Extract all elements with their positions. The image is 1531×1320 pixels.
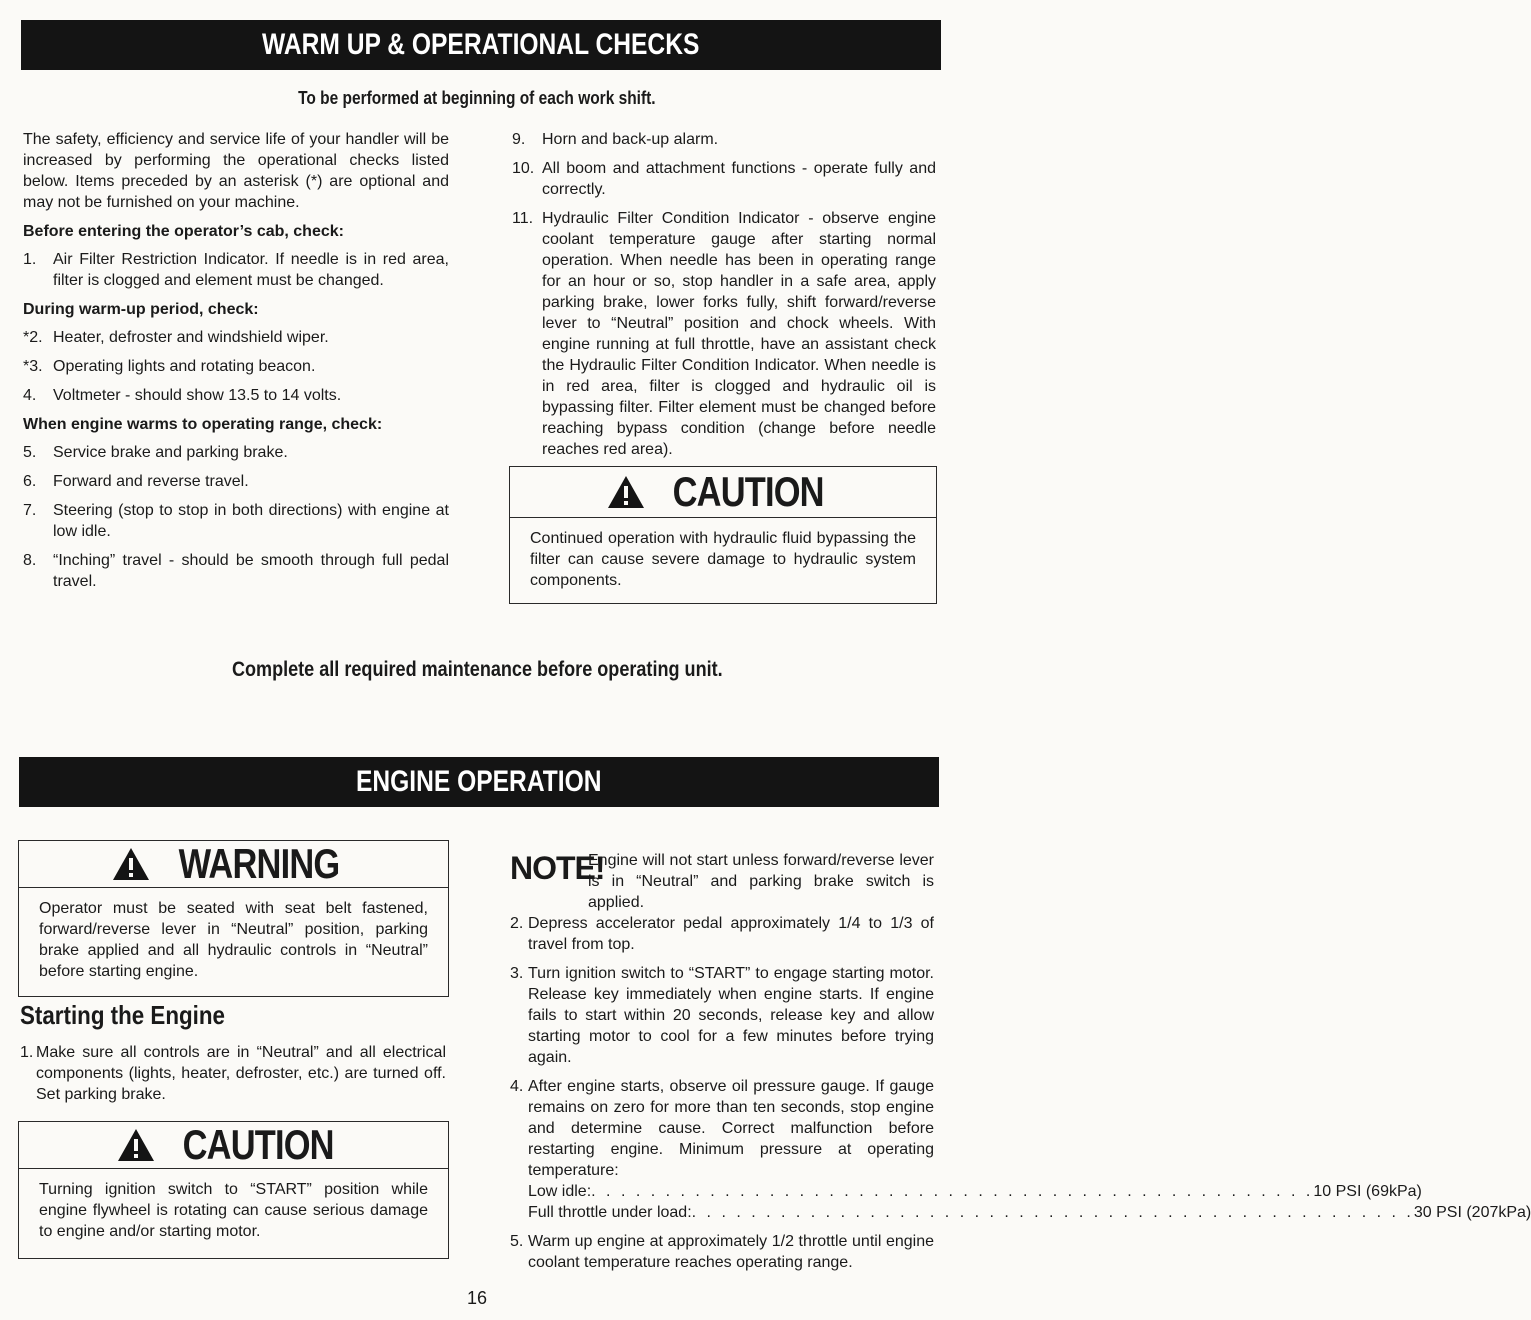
- warning-triangle-icon: [111, 846, 151, 882]
- check-item-4: 4. Voltmeter - should show 13.5 to 14 volts.: [23, 387, 342, 404]
- caution-title: CAUTION: [182, 1121, 335, 1168]
- warmup-left-column: [23, 129, 449, 600]
- check-item-5: 5. Service brake and parking brake.: [23, 444, 288, 461]
- engine-step-4: 4. After engine starts, observe oil pressure gauge. If gauge remains on zero for more than ten seconds, stop engine and determine cause. Correct malfunction before restarting engine. Minimum pressure at operating temperature:: [510, 1078, 934, 1179]
- section-operating-range: When engine warms to operating range, check:: [23, 416, 383, 433]
- warning-header: [19, 841, 448, 888]
- warning-text: Operator must be seated with seat belt fastened, forward/reverse lever in “Neutral” position, parking brake applied and all hydraulic controls in “Neutral” before starting engine.: [39, 900, 428, 980]
- caution-title: CAUTION: [672, 468, 824, 515]
- warmup-subtitle: To be performed at beginning of each work shift.: [298, 88, 656, 108]
- check-item-9: 9. Horn and back-up alarm.: [512, 131, 719, 148]
- check-item-6: 6. Forward and reverse travel.: [23, 473, 249, 490]
- check-item-2: *2. Heater, defroster and windshield wiper.: [23, 329, 329, 346]
- caution-header: [510, 467, 936, 518]
- check-item-11: 11. Hydraulic Filter Condition Indicator - observe engine coolant temperature gauge after starting normal operation. When needle has been in operating range for an hour or so, stop handler in a safe area, apply parking brake, lower forks fully, shift forward/reverse lever to “Neutral” position and chock wheels. With engine running at full throttle, have an assistant check the Hydraulic Filter Condition Indicator. When needle is in red area, filter is clogged and hydraulic oil is bypassing filter. Filter element must be changed before reaching bypass condition (change before needle reaches red area).: [512, 210, 936, 458]
- note-label: NOTE!: [510, 850, 605, 886]
- engine-step-1: 1. Make sure all controls are in “Neutral” and all electrical components (lights, heater, defroster, etc.) are turned off. Set parking brake.: [20, 1044, 446, 1103]
- check-item-1: 1. Air Filter Restriction Indicator. If needle is in red area, filter is clogged and element must be changed.: [23, 251, 449, 289]
- engine-step-2: 2. Depress accelerator pedal approximately 1/4 to 1/3 of travel from top.: [510, 915, 934, 953]
- section-warm-up: During warm-up period, check:: [23, 301, 259, 318]
- check-item-10: 10. All boom and attachment functions - operate fully and correctly.: [512, 160, 936, 198]
- pressure-full-throttle: Full throttle under load: . . . . . . . . . . . . . . . . . . . . . . . . . . . . . . . . . . . . . . . . . . . . . . . . . 30 PSI (207kPa): [528, 1204, 1531, 1221]
- engine-banner: [19, 757, 939, 807]
- caution-box-hydraulic: [509, 466, 937, 604]
- pressure-low-idle: Low idle: . . . . . . . . . . . . . . . . . . . . . . . . . . . . . . . . . . . . . . . . . . . . . . . . . 10 PSI (69kPa): [528, 1183, 1422, 1200]
- engine-step-3: 3. Turn ignition switch to “START” to engage starting motor. Release key immediately when engine starts. If engine fails to start within 20 seconds, release key and allow starting motor to cool for a few minutes before trying again.: [510, 965, 934, 1066]
- check-item-8: 8. “Inching” travel - should be smooth through full pedal travel.: [23, 552, 449, 590]
- check-item-7: 7. Steering (stop to stop in both directions) with engine at low idle.: [23, 502, 449, 540]
- engine-step-5: 5. Warm up engine at approximately 1/2 throttle until engine coolant temperature reaches operating range.: [510, 1233, 934, 1271]
- pressure-table: [510, 1181, 1531, 1223]
- section-before-cab: Before entering the operator’s cab, check:: [23, 223, 344, 240]
- warmup-right-column: [512, 129, 936, 468]
- warning-triangle-icon: [606, 474, 646, 510]
- warning-box-seatbelt: [18, 840, 449, 997]
- caution-header: [19, 1122, 448, 1169]
- page-number: 16: [466, 1288, 488, 1308]
- starting-engine-heading: Starting the Engine: [20, 1000, 225, 1030]
- note-text: Engine will not start unless forward/reverse lever is in “Neutral” and parking brake switch is applied.: [588, 852, 934, 911]
- engine-banner-title: ENGINE OPERATION: [356, 765, 602, 798]
- caution-text: Turning ignition switch to “START” position while engine flywheel is rotating can cause serious damage to engine and/or starting motor.: [39, 1181, 428, 1240]
- warning-triangle-icon: [116, 1127, 156, 1163]
- warmup-banner-title: WARM UP & OPERATIONAL CHECKS: [262, 28, 700, 61]
- caution-box-ignition: [18, 1121, 449, 1259]
- warmup-banner: [21, 20, 941, 70]
- maintenance-reminder: Complete all required maintenance before operating unit.: [231, 658, 723, 681]
- warning-title: WARNING: [178, 840, 339, 887]
- warmup-intro: The safety, efficiency and service life of your handler will be increased by performing the operational checks listed below. Items preceded by an asterisk (*) are optional and may not be furnished on your machine.: [23, 131, 449, 211]
- caution-text: Continued operation with hydraulic fluid bypassing the filter can cause severe damage to hydraulic system components.: [530, 530, 916, 589]
- check-item-3: *3. Operating lights and rotating beacon.: [23, 358, 316, 375]
- engine-steps-right: [510, 913, 1531, 1281]
